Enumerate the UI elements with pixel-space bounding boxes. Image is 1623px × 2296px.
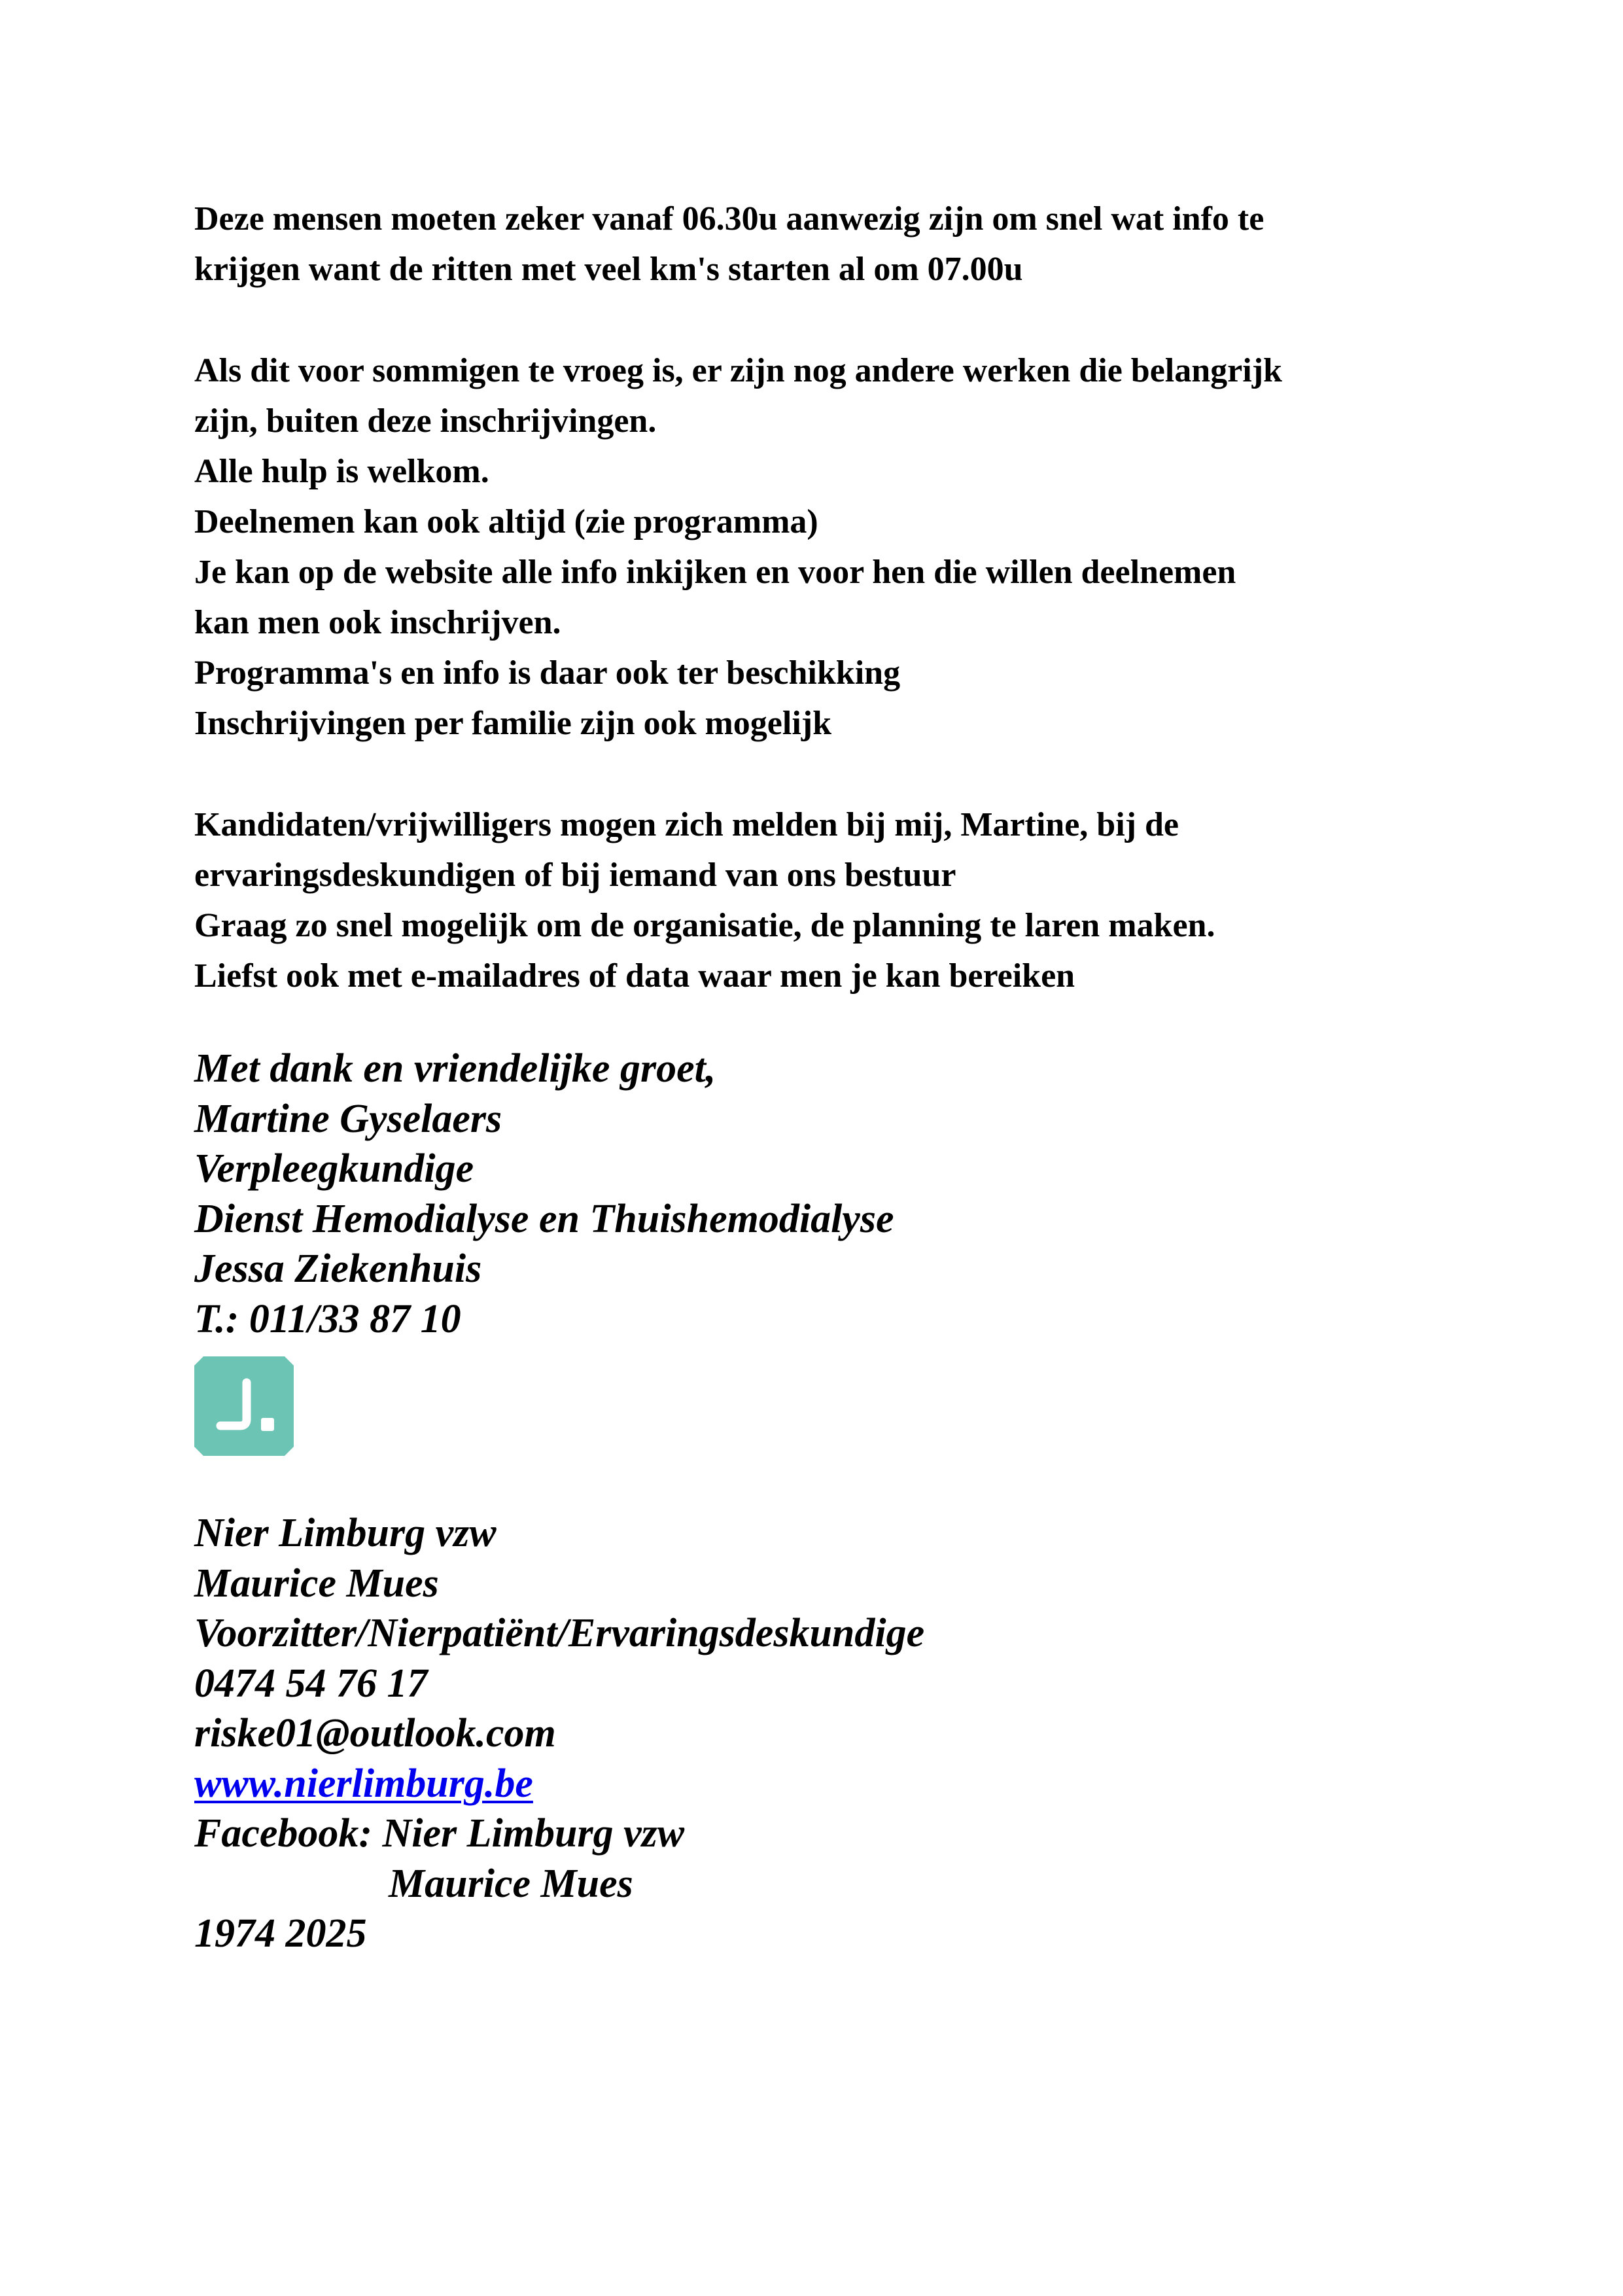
body-line: ervaringsdeskundigen of bij iemand van ons bestuur [194, 857, 956, 894]
body-line: Liefst ook met e-mailadres of data waar men je kan bereiken [194, 957, 1075, 995]
body-line: Alle hulp is welkom. [194, 453, 489, 490]
body-line: Deze mensen moeten zeker vanaf 06.30u aanwezig zijn om snel wat info te [194, 200, 1265, 238]
organization-years: 1974 2025 [194, 1911, 367, 1956]
organization-block [194, 1508, 1503, 1959]
signature-phone: T.: 011/33 87 10 [194, 1296, 461, 1341]
body-line: Kandidaten/vrijwilligers mogen zich melden bij mij, Martine, bij de [194, 806, 1179, 843]
body-text [194, 194, 1503, 1052]
website-link[interactable]: www.nierlimburg.be [194, 1761, 533, 1806]
body-line: zijn, buiten deze inschrijvingen. [194, 402, 657, 440]
body-line: Inschrijvingen per familie zijn ook mogelijk [194, 705, 832, 742]
body-line: Programma's en info is daar ook ter beschikking [194, 654, 901, 692]
jessa-logo-svg [194, 1356, 294, 1456]
paragraph-volunteers [194, 800, 1503, 1001]
paragraph-help-info [194, 345, 1503, 749]
signature-name: Martine Gyselaers [194, 1096, 502, 1141]
jessa-logo-icon [194, 1356, 294, 1456]
organization-title: Voorzitter/Nierpatiënt/Ervaringsdeskundige [194, 1611, 925, 1655]
body-line: krijgen want de ritten met veel km's starten al om 07.00u [194, 251, 1023, 288]
organization-person: Maurice Mues [194, 1561, 439, 1606]
paragraph-start-time [194, 194, 1503, 294]
organization-email: riske01@outlook.com [194, 1711, 556, 1756]
signature-role: Verpleegkundige [194, 1146, 474, 1191]
logo-dot [261, 1418, 274, 1431]
body-line: Deelnemen kan ook altijd (zie programma) [194, 503, 818, 540]
signature-greeting: Met dank en vriendelijke groet, [194, 1046, 716, 1091]
organization-phone: 0474 54 76 17 [194, 1661, 428, 1706]
signature-hospital: Jessa Ziekenhuis [194, 1246, 482, 1291]
body-line: Graag zo snel mogelijk om de organisatie, de planning te laren maken. [194, 907, 1215, 944]
body-line: Je kan op de website alle info inkijken en voor hen die willen deelnemen [194, 554, 1236, 591]
organization-facebook: Facebook: Nier Limburg vzw [194, 1811, 685, 1856]
body-line: Als dit voor sommigen te vroeg is, er zijn nog andere werken die belangrijk [194, 352, 1282, 389]
body-line: kan men ook inschrijven. [194, 604, 561, 641]
organization-facebook-second: Maurice Mues [389, 1861, 633, 1906]
organization-name: Nier Limburg vzw [194, 1511, 497, 1555]
signature-department: Dienst Hemodialyse en Thuishemodialyse [194, 1196, 894, 1241]
organization-website-line [194, 1759, 1503, 1809]
signature-block [194, 1044, 1503, 1344]
